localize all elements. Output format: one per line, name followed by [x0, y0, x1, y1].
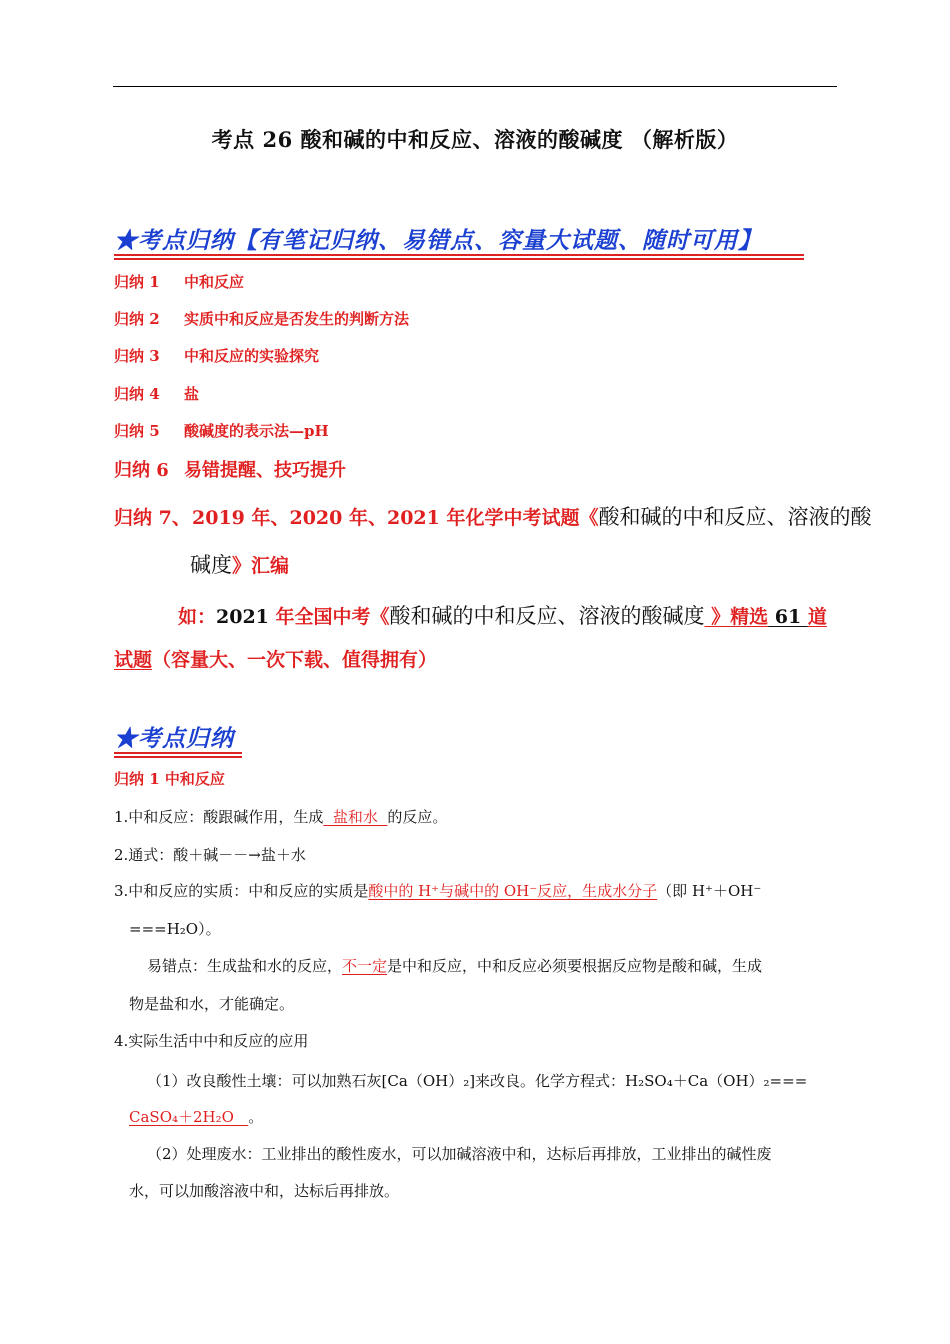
promo-line [178, 600, 827, 630]
para-1-tail: 的反应。 [387, 808, 448, 826]
toc-label: 盐 [184, 385, 200, 403]
para-4-text: 易错点：生成盐和水的反应， [147, 957, 343, 975]
para-2: 2.通式：酸＋碱－－→盐＋水 [114, 846, 306, 864]
para-1 [114, 806, 447, 827]
toc-label: 酸碱度的表示法—pH [184, 422, 329, 440]
section-heading-2: ★考点归纳 [114, 725, 234, 752]
promo-mid: 年全国中考《 [268, 606, 390, 628]
toc-num: 归纳 7、 [114, 507, 191, 529]
para-1-text: 1.中和反应：酸跟碱作用，生成 [114, 808, 324, 826]
para-6: （1）改良酸性土壤：可以加熟石灰[Ca（OH）₂]来改良。化学方程式：H₂SO₄＋Ca（OH）₂=== [147, 1072, 808, 1090]
toc-label: 实质中和反应是否发生的判断方法 [184, 310, 410, 328]
para-3-tail: （即 H⁺＋OH⁻ [657, 882, 762, 900]
toc7-topic: 酸和碱的中和反应、溶液的酸 [598, 505, 872, 529]
toc-item-4[interactable] [114, 383, 199, 404]
toc-label: 易错提醒、技巧提升 [184, 460, 346, 481]
para-3-answer: 酸中的 H⁺与碱中的 OH⁻反应，生成水分子 [368, 882, 658, 900]
para-7-cont: 水，可以加酸溶液中和，达标后再排放。 [129, 1182, 400, 1200]
heading-underline-1a [114, 254, 804, 256]
heading-underline-1b [114, 258, 804, 260]
para-3-cont: ===H₂O）。 [129, 920, 221, 938]
toc-item-7[interactable] [114, 501, 872, 531]
toc-item-2[interactable] [114, 308, 409, 329]
toc-num: 归纳 4 [114, 385, 160, 403]
promo-line-2 [114, 645, 437, 672]
section-heading-1: ★考点归纳【有笔记归纳、易错点、容量大试题、随时可用】 [114, 227, 762, 254]
toc-item-5[interactable] [114, 420, 329, 441]
promo-close: 》 [704, 606, 731, 628]
promo-link-questions[interactable]: 试题 [114, 649, 153, 671]
promo-link-select[interactable]: 精选 [730, 606, 769, 628]
toc-label: 中和反应的实验探究 [184, 347, 320, 365]
page-title: 考点 26 酸和碱的中和反应、溶液的酸碱度 （解析版） [211, 127, 739, 152]
para-3 [114, 880, 761, 901]
toc-item-1[interactable] [114, 271, 244, 292]
toc-item-7-cont [190, 549, 289, 579]
para-7: （2）处理废水：工业排出的酸性废水，可以加碱溶液中和，达标后再排放，工业排出的碱性废 [147, 1145, 772, 1163]
para-1-answer: 盐和水 [323, 808, 388, 826]
heading-underline-2b [114, 756, 242, 758]
para-6-answer: CaSO₄＋2H₂O [129, 1108, 249, 1126]
toc7-tail: 》汇编 [232, 555, 290, 577]
promo-suffix: （容量大、一次下载、值得拥有） [152, 649, 438, 671]
toc-num: 归纳 1 [114, 273, 160, 291]
promo-topic: 酸和碱的中和反应、溶液的酸碱度 [389, 604, 705, 628]
para-6-cont [129, 1106, 263, 1127]
promo-year: 2021 [216, 606, 269, 628]
toc7-years: 2019 年、2020 年、2021 年化学中考试题《 [192, 507, 599, 529]
para-3-text: 3.中和反应的实质：中和反应的实质是 [114, 882, 369, 900]
toc-num: 归纳 3 [114, 347, 160, 365]
promo-prefix: 如： [178, 606, 217, 628]
para-5: 4.实际生活中中和反应的应用 [114, 1032, 309, 1050]
para-4-cont: 物是盐和水，才能确定。 [129, 995, 295, 1013]
para-4-answer: 不一定 [342, 957, 388, 975]
promo-count[interactable]: 61 [768, 606, 808, 628]
sub-heading-1: 归纳 1 中和反应 [114, 770, 225, 788]
toc-num: 归纳 6 [114, 460, 169, 481]
heading-underline-2a [114, 752, 242, 754]
toc-label: 中和反应 [184, 273, 245, 291]
toc-num: 归纳 5 [114, 422, 160, 440]
para-6-tail: 。 [248, 1108, 264, 1126]
para-4 [147, 955, 762, 976]
toc7-topic-cont: 碱度 [190, 553, 232, 577]
toc-item-3[interactable] [114, 345, 319, 366]
promo-link-dao[interactable]: 道 [807, 606, 827, 628]
toc-item-6[interactable] [114, 456, 346, 482]
para-4-tail: 是中和反应，中和反应必须要根据反应物是酸和碱，生成 [387, 957, 763, 975]
top-rule [113, 86, 837, 87]
toc-num: 归纳 2 [114, 310, 160, 328]
